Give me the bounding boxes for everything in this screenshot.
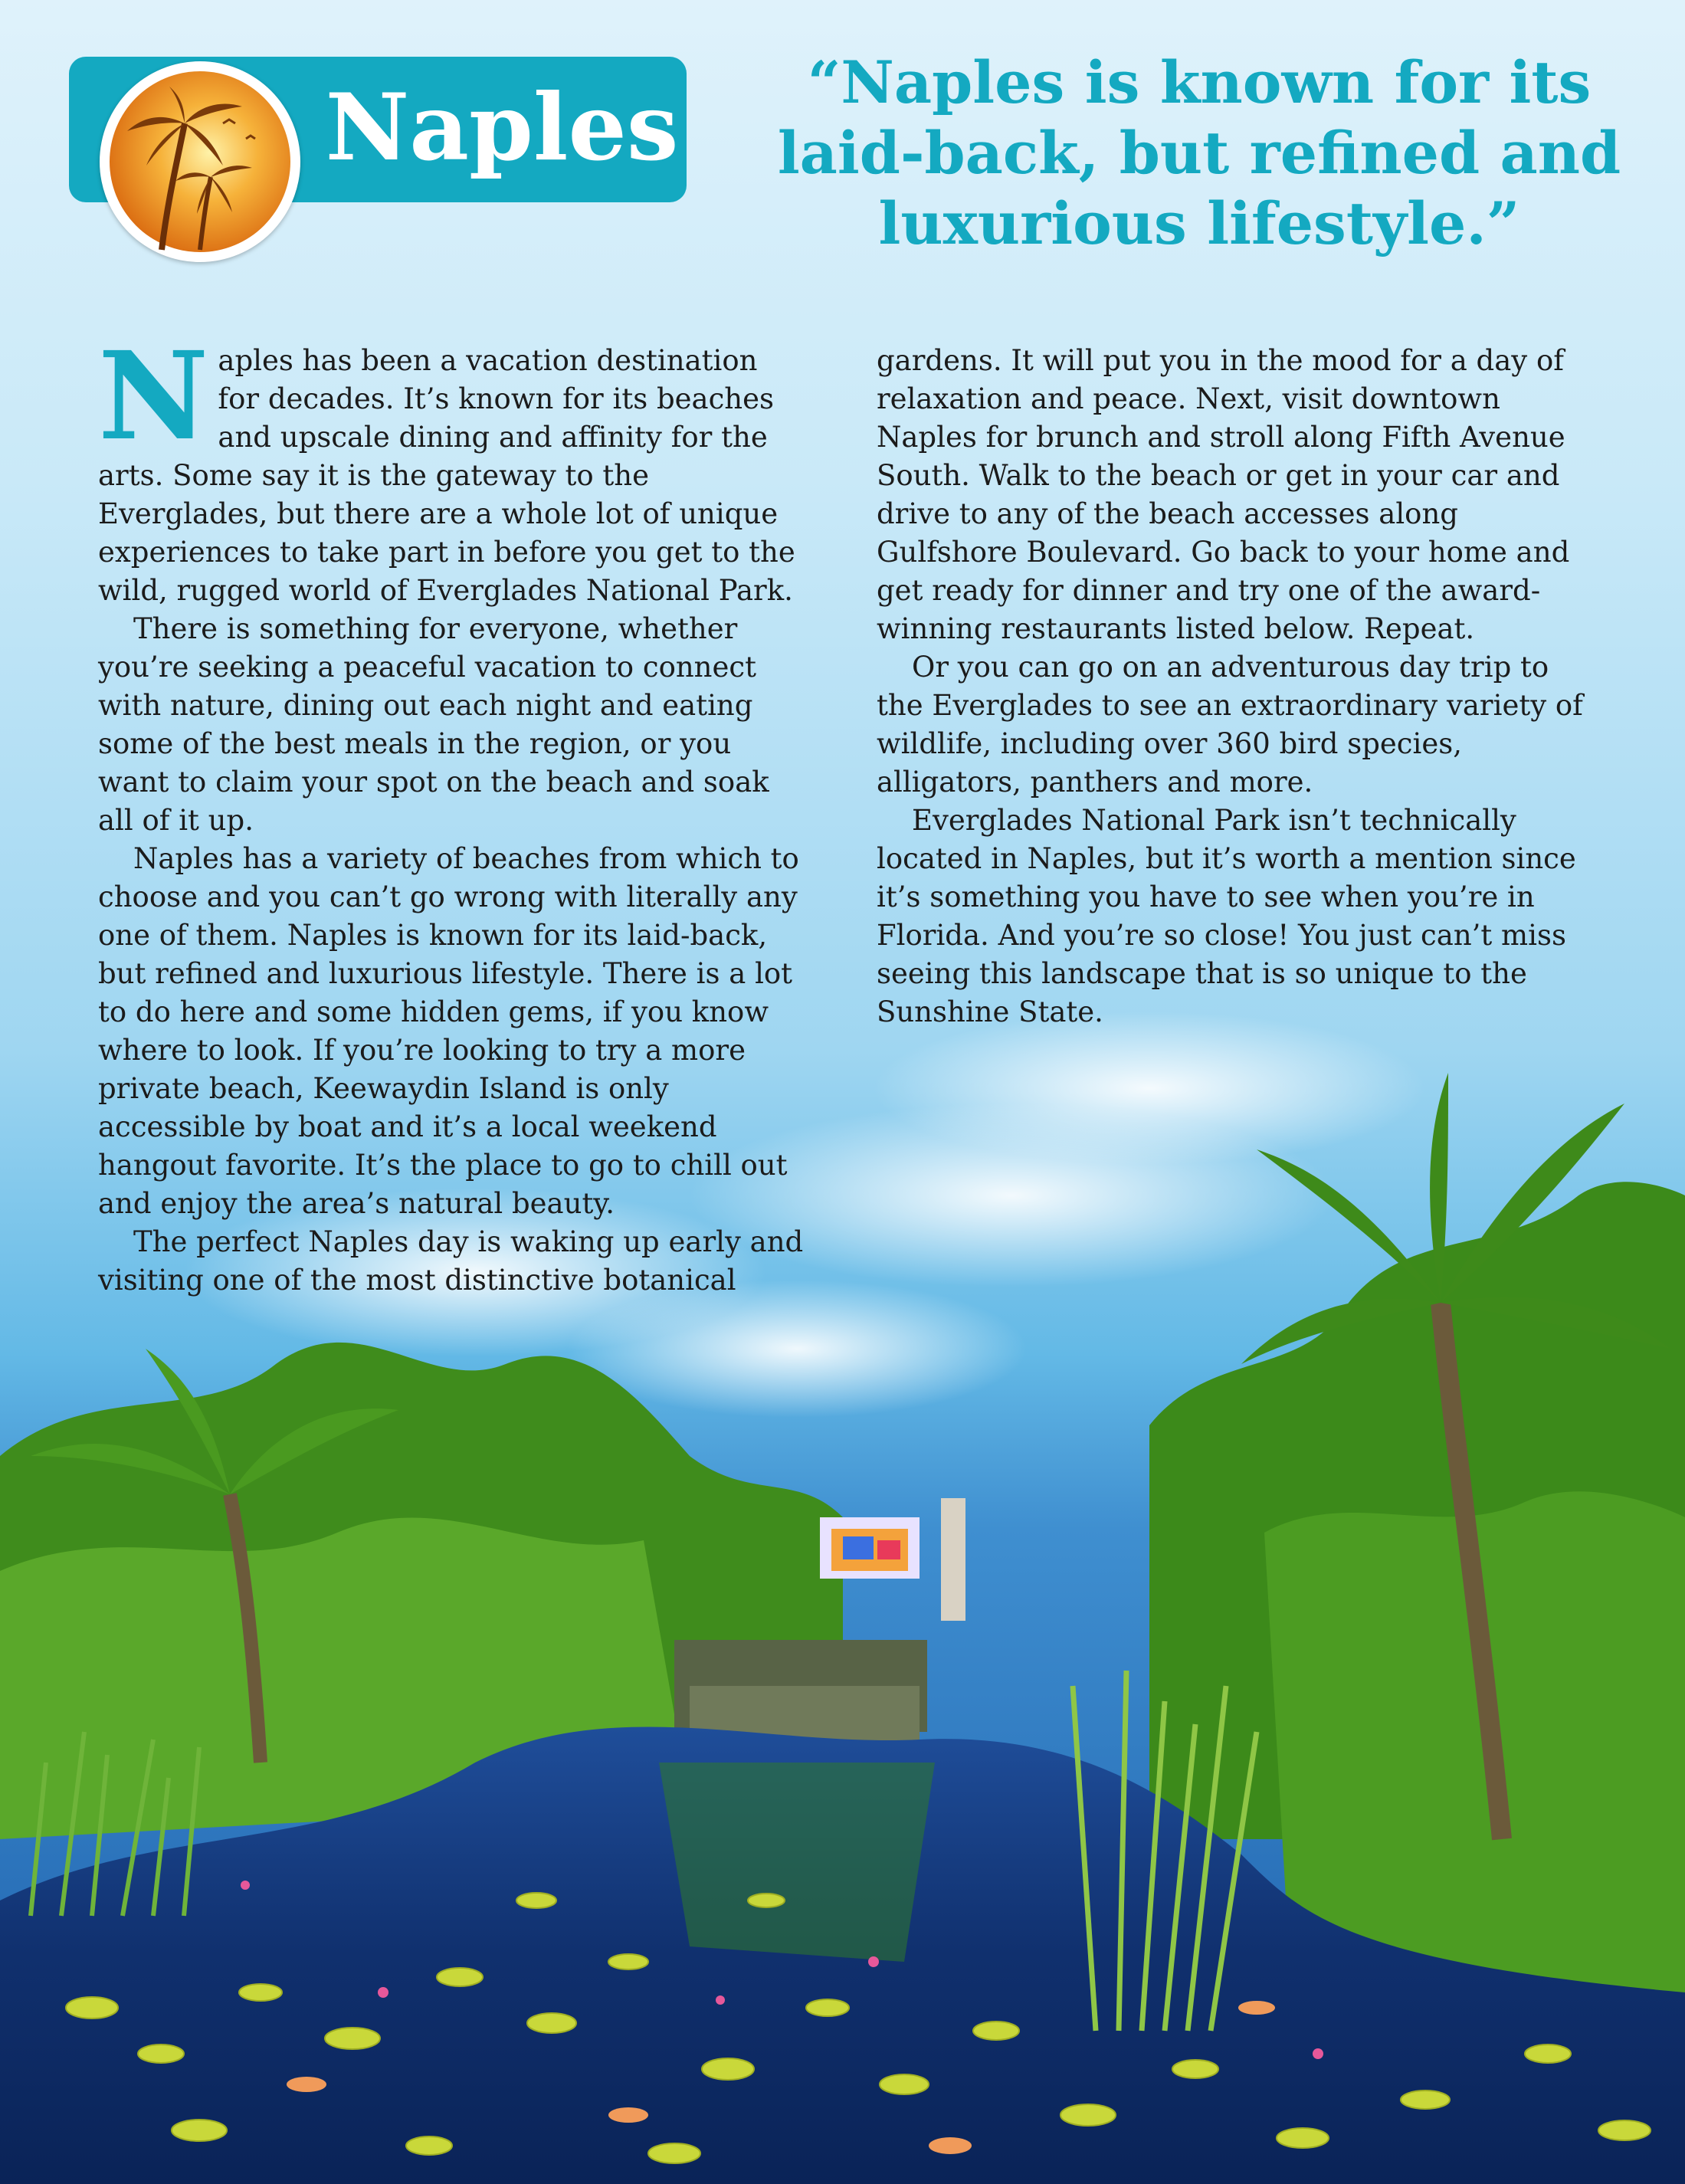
article-paragraph: Or you can go on an adventurous day trip to the Everglades to see an extraordinary variety of wildlife, including over 360 bird species, alligators, panthers and more.	[877, 651, 1583, 799]
paragraph-text: aples has been a vacation destination for decades. It’s known for its beaches and upscale dining and affinity for the arts. Some say it is the gateway to the Everglades, but there are a whole lot of unique experiences to take part in before you get to the wild, rugged world of Everglades National Park.	[98, 344, 795, 607]
palm-sunset-badge-icon	[100, 61, 300, 262]
article-paragraph: gardens. It will put you in the mood for a day of relaxation and peace. Next, visit downtown Naples for brunch and stroll along Fifth Avenue South. Walk to the beach or get in your car and drive to any of the beach accesses along Gulfshore Boulevard. Go back to your home and get ready for dinner and try one of the award-winning restaurants listed below. Repeat.	[877, 344, 1570, 645]
page-title: Naples	[325, 74, 679, 182]
article-column-left	[98, 326, 807, 1300]
article-paragraph: The perfect Naples day is waking up early and visiting one of the most distinctive botanical	[98, 1225, 804, 1297]
article-paragraph	[98, 326, 807, 610]
pull-quote: “Naples is known for its laid-back, but refined and luxurious lifestyle.”	[777, 48, 1621, 257]
article-paragraph: Naples has a variety of beaches from which to choose and you can’t go wrong with literally any one of them. Naples is known for its laid-back, but refined and luxurious lifestyle. There is a lot to do here and some hidden gems, if you know where to look. If you’re looking to try a more private beach, Keewaydin Island is only accessible by boat and it’s a local weekend hangout favorite. It’s the place to go to chill out and enjoy the area’s natural beauty.	[98, 842, 799, 1220]
article-column-right	[877, 342, 1593, 1031]
palm-sunset-icon	[108, 70, 292, 254]
article-paragraph: Everglades National Park isn’t technically located in Naples, but it’s worth a mention since it’s something you have to see when you’re in Florida. And you’re so close! You just can’t miss seeing this landscape that is so unique to the Sunshine State.	[877, 804, 1576, 1028]
article-paragraph: There is something for everyone, whether you’re seeking a peaceful vacation to connect with nature, dining out each night and eating some of the best meals in the region, or you want to claim your spot on the beach and soak all of it up.	[98, 612, 769, 837]
drop-cap: N	[98, 326, 209, 467]
